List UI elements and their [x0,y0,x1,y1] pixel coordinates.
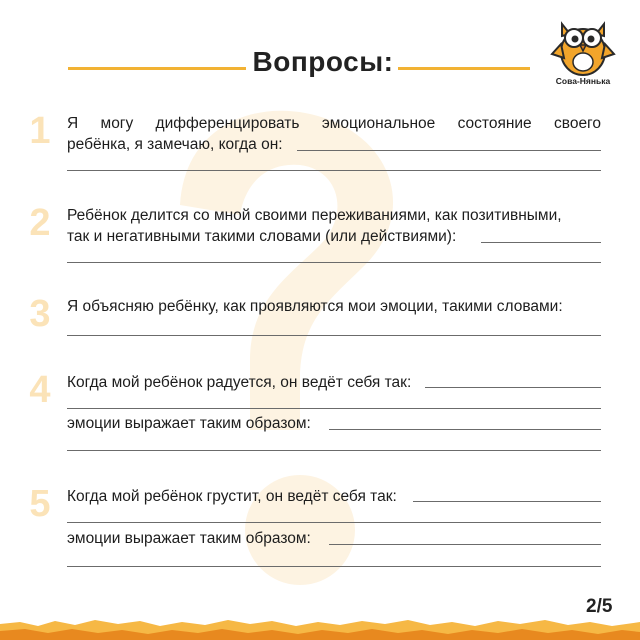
title-right-rule [398,67,530,70]
question-text: Когда мой ребёнок радуется, он ведёт себя так: [67,374,412,391]
question-number: 5 [29,483,51,525]
answer-line[interactable] [67,262,601,263]
answer-line[interactable] [329,544,601,545]
page-title: Вопросы: [252,46,394,77]
question-text-continued: эмоции выражает таким образом: [67,530,311,547]
question-text-continued: ребёнка, я замечаю, когда он: [67,136,283,153]
answer-line[interactable] [67,566,601,567]
question-text: Я могу дифференцировать эмоциональное состояние своего [67,115,601,132]
answer-line[interactable] [297,150,601,151]
question-number: 3 [29,293,51,335]
question-text: Ребёнок делится со мной своими переживаниями, как позитивными, [67,207,562,224]
question-text-continued: эмоции выражает таким образом: [67,415,311,432]
answer-line[interactable] [413,501,601,502]
page-indicator: 2/5 [586,596,613,617]
answer-line[interactable] [67,170,601,171]
question-text: Я объясняю ребёнку, как проявляются мои эмоции, такими словами: [67,298,563,315]
answer-line[interactable] [481,242,601,243]
bottom-decorative-band [0,600,640,640]
answer-line[interactable] [67,335,601,336]
answer-line[interactable] [329,429,601,430]
owl-logo-icon [548,14,618,78]
title-left-rule [68,67,246,70]
brand-name: Сова-Нянька [555,76,611,86]
question-text: Когда мой ребёнок грустит, он ведёт себя так: [67,488,397,505]
question-number: 1 [29,110,51,152]
question-text-continued: так и негативными такими словами (или действиями): [67,228,457,245]
question-number: 4 [29,369,51,411]
answer-line[interactable] [425,387,601,388]
answer-line[interactable] [67,522,601,523]
answer-line[interactable] [67,450,601,451]
answer-line[interactable] [67,408,601,409]
question-number: 2 [29,202,51,244]
